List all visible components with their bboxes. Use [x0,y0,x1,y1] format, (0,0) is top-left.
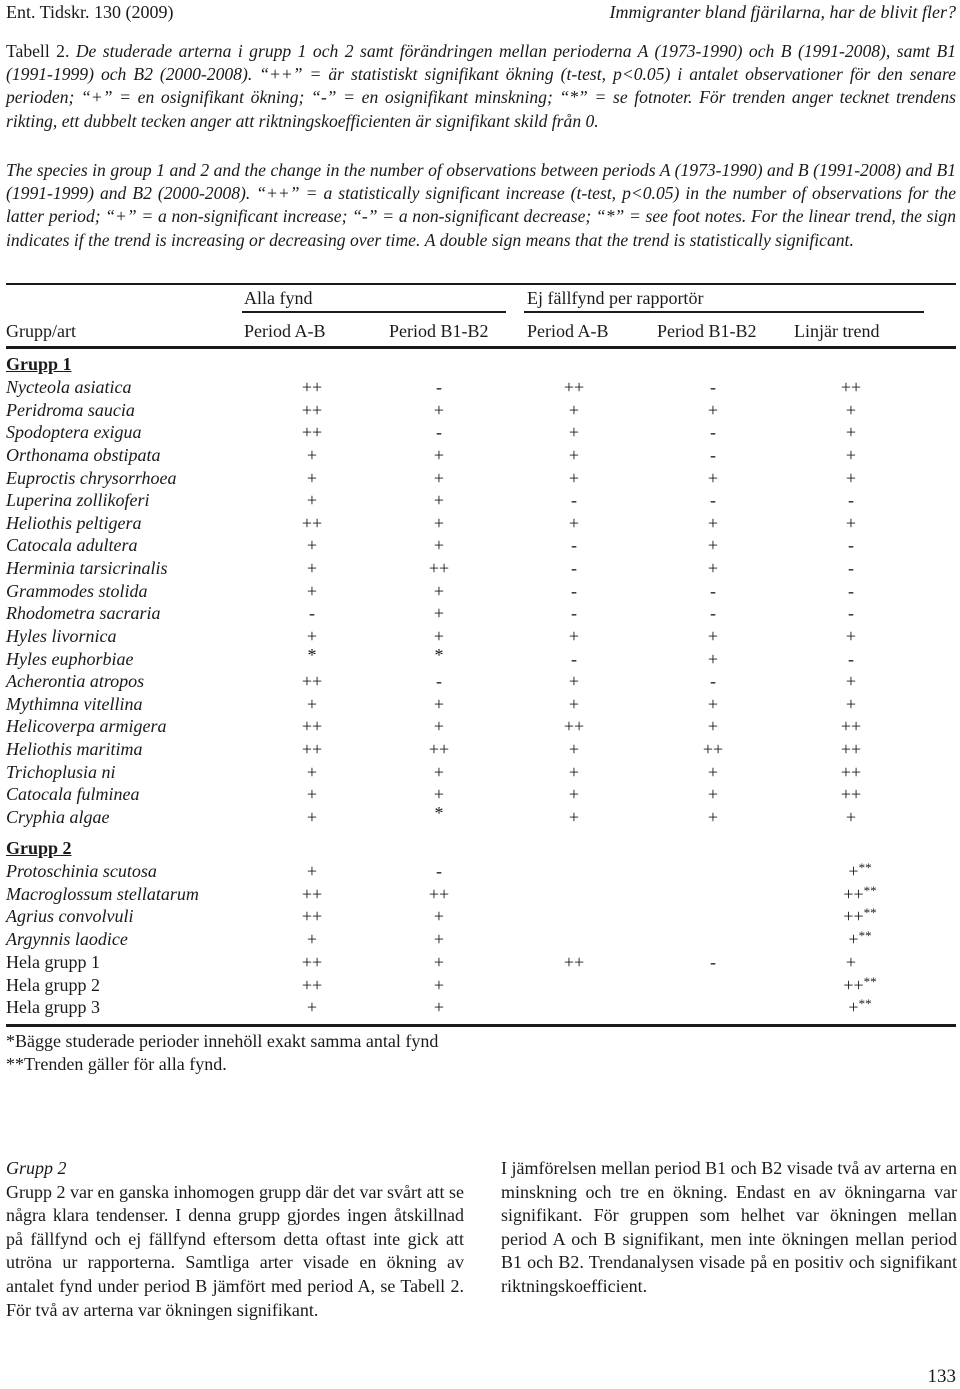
cell-ej-period-ab: + [568,784,580,805]
cell-linear-trend: ++ [840,739,862,760]
species-name: Rhodometra sacraria [6,603,161,624]
cell-ej-period-b1b2: + [707,467,719,488]
cell-all-period-b1b2: + [433,490,445,511]
cell-ej-period-ab: - [571,580,577,601]
cell-linear-trend: - [848,603,854,624]
cell-all-period-b1b2: + [433,580,445,601]
cell-all-period-ab: * [307,644,317,665]
cell-linear-trend: + [845,399,857,420]
species-name: Hela grupp 2 [6,974,100,995]
body-paragraph-left: Grupp 2 var en ganska inhomogen grupp där det var svårt att se några klara tendenser. I denna grupp gjordes ingen åtskillnad på fällfynd och ej fällfynd eftersom detta oftast inte gick att utröna ur rapporterna. Samtliga arter visade en ökning av antalet fynd under period B jämfört med period A, se Tabell 2. För två av arterna var ökningen signifikant. [6,1181,464,1320]
species-name: Peridroma saucia [6,399,135,420]
table-bottom-rule [6,1024,956,1027]
cell-all-period-ab: ++ [301,377,323,397]
species-name: Herminia tarsicrinalis [6,558,168,579]
cell-linear-trend: ++** [843,882,877,904]
cell-linear-trend: ++ [840,761,862,782]
group-header-all-finds: Alla fynd [244,288,313,308]
cell-ej-period-b1b2: - [710,422,716,443]
cell-ej-period-b1b2: - [710,377,716,397]
species-name: Luperina zollikoferi [6,490,150,511]
group-header-rule-non-trap [524,311,924,313]
cell-all-period-ab: ++ [301,716,323,737]
cell-all-period-b1b2: + [433,716,445,737]
cell-linear-trend: + [845,625,857,646]
cell-all-period-b1b2: ++ [428,739,450,760]
cell-ej-period-ab: + [568,399,580,420]
cell-linear-trend: - [848,490,854,511]
cell-linear-trend: ++ [840,377,862,397]
cell-all-period-b1b2: + [433,535,445,556]
cell-linear-trend: - [848,558,854,579]
species-name: Hela grupp 3 [6,997,100,1018]
cell-ej-period-ab: ++ [563,716,585,737]
cell-ej-period-ab: - [571,535,577,556]
cell-ej-period-ab: + [568,671,580,692]
cell-all-period-b1b2: - [436,422,442,443]
cell-all-period-ab: ++ [301,422,323,443]
cell-all-period-b1b2: - [436,861,442,881]
footnote-marker: ** [863,973,877,989]
cell-all-period-ab: ++ [301,399,323,420]
species-name: Hyles livornica [6,625,117,646]
cell-ej-period-b1b2: + [707,806,719,827]
species-name: Cryphia algae [6,806,110,827]
cell-all-period-ab: ++ [301,974,323,995]
running-title: Immigranter bland fjärilarna, har de blivit fler? [609,2,956,22]
cell-all-period-b1b2: ++ [428,883,450,904]
cell-ej-period-ab: + [568,693,580,714]
journal-citation: Ent. Tidskr. 130 (2009) [6,2,174,22]
cell-ej-period-b1b2: - [710,580,716,601]
cell-all-period-ab: + [306,444,318,465]
cell-all-period-ab: ++ [301,739,323,760]
cell-all-period-b1b2: * [434,802,444,823]
page-number: 133 [927,1366,956,1387]
cell-all-period-b1b2: + [433,906,445,927]
cell-ej-period-b1b2: + [707,558,719,579]
cell-linear-trend: + [845,952,857,972]
cell-all-period-b1b2: + [433,399,445,420]
cell-all-period-b1b2: + [433,693,445,714]
section-heading-group-2: Grupp 2 [6,1158,67,1178]
cell-all-period-ab: + [306,580,318,601]
cell-all-period-ab: + [306,928,318,949]
table-label: Tabell 2. [6,41,70,61]
cell-all-period-b1b2: + [433,974,445,995]
cell-ej-period-ab: - [571,490,577,511]
cell-linear-trend: + [845,422,857,443]
species-name: Helicoverpa armigera [6,716,167,737]
cell-ej-period-b1b2: + [707,535,719,556]
body-paragraph-right: I jämförelsen mellan period B1 och B2 visade två av arterna en minskning och tre en ökning. Endast en av ökningarna var signifikant. För gruppen som helhet var ökningen mellan period A och B signifikant, men inte ökningen mellan period B1 och B2. Trendanalysen visade på en positiv och signifikant riktningskoefficient. [501,1158,957,1296]
cell-all-period-b1b2: - [436,377,442,397]
cell-ej-period-b1b2: - [710,952,716,972]
cell-all-period-ab: ++ [301,883,323,904]
cell-all-period-b1b2: + [433,467,445,488]
body-column-left [6,1157,464,1322]
cell-ej-period-b1b2: + [707,648,719,669]
cell-all-period-ab: + [306,693,318,714]
col-header-linear-trend: Linjär trend [794,321,880,341]
footnote-marker: ** [858,996,872,1012]
species-name: Orthonama obstipata [6,444,161,465]
col-header-ej-period-ab: Period A-B [527,321,609,341]
cell-linear-trend: ++** [843,973,877,995]
species-name: Grammodes stolida [6,580,148,601]
cell-all-period-b1b2: * [434,644,444,665]
species-name: Trichoplusia ni [6,761,116,782]
cell-ej-period-b1b2: + [707,512,719,533]
cell-all-period-b1b2: + [433,444,445,465]
footnote-double-star: **Trenden gäller för alla fynd. [6,1054,227,1074]
cell-all-period-ab: + [306,997,318,1018]
cell-ej-period-b1b2: + [707,761,719,782]
cell-linear-trend: ++ [840,716,862,737]
species-name: Acherontia atropos [6,671,145,692]
table-header-rule [6,346,956,349]
footnote-marker: ** [858,927,872,943]
col-header-species: Grupp/art [6,321,76,341]
footnote-marker: ** [858,860,872,875]
species-name: Euproctis chrysorrhoea [6,467,177,488]
cell-ej-period-b1b2: - [710,444,716,465]
table-caption-english [6,159,956,252]
caption-en-text: The species in group 1 and 2 and the change in the number of observations between periods A (1973-1990) and B (1991-2008) and B1 (1991-1999) and B2 (2000-2008). “++” = a statistically significant increase (t-test, p<0.05) in the number of observations for the latter period; “+” = a non-significant increase; “-” = a non-significant decrease; “*” = see foot notes. [6,160,956,227]
cell-ej-period-ab: ++ [563,952,585,972]
cell-ej-period-b1b2: + [707,693,719,714]
cell-all-period-b1b2: ++ [428,558,450,579]
running-header [6,2,956,26]
cell-ej-period-b1b2: - [710,490,716,511]
footnote-single-star: *Bägge studerade perioder innehöll exakt samma antal fynd [6,1031,439,1051]
species-name: Heliothis peltigera [6,512,142,533]
cell-all-period-ab: + [306,558,318,579]
cell-linear-trend: +** [848,927,872,949]
cell-linear-trend: + [845,671,857,692]
cell-ej-period-ab: + [568,806,580,827]
cell-all-period-ab: ++ [301,906,323,927]
group-header-non-trap-finds: Ej fällfynd per rapportör [527,288,704,308]
cell-linear-trend: + [845,693,857,714]
cell-ej-period-ab: + [568,625,580,646]
cell-ej-period-ab: - [571,603,577,624]
species-name: Protoschinia scutosa [6,861,157,881]
col-header-all-period-ab: Period A-B [244,321,326,341]
cell-linear-trend: + [845,467,857,488]
cell-all-period-ab: + [306,625,318,646]
cell-all-period-b1b2: + [433,784,445,805]
cell-all-period-b1b2: + [433,928,445,949]
cell-all-period-ab: + [306,467,318,488]
caption-en-trend-2: A double sign means that the trend is statistically significant. [424,229,854,250]
species-name: Argynnis laodice [6,928,128,949]
col-header-all-period-b1b2: Period B1-B2 [389,321,489,341]
cell-linear-trend: + [845,444,857,465]
cell-ej-period-b1b2: + [707,784,719,805]
cell-ej-period-ab: - [571,558,577,579]
caption-en-trend-1: For the linear trend, the sign indicates if the trend is increasing or decreasing over time. [6,206,956,250]
species-name: Macroglossum stellatarum [6,883,199,904]
cell-ej-period-b1b2: + [707,716,719,737]
cell-ej-period-b1b2: - [710,671,716,692]
species-name: Heliothis maritima [6,739,143,760]
body-column-right [501,1157,957,1299]
species-name: Mythimna vitellina [6,693,143,714]
table-caption-swedish [6,40,956,133]
cell-ej-period-ab: ++ [563,377,585,397]
cell-all-period-b1b2: + [433,512,445,533]
species-name: Agrius convolvuli [6,906,134,927]
footnote-marker: ** [863,905,877,921]
cell-linear-trend: - [848,580,854,601]
cell-all-period-ab: + [306,761,318,782]
cell-linear-trend: ++ [840,784,862,805]
species-name: Hyles euphorbiae [6,648,134,669]
species-name: Nycteola asiatica [6,377,132,397]
cell-all-period-ab: + [306,535,318,556]
cell-all-period-ab: + [306,490,318,511]
cell-all-period-b1b2: + [433,625,445,646]
cell-all-period-ab: ++ [301,952,323,972]
cell-ej-period-ab: + [568,422,580,443]
cell-linear-trend: - [848,648,854,669]
cell-ej-period-b1b2: + [707,625,719,646]
cell-ej-period-ab: + [568,444,580,465]
cell-all-period-ab: + [306,806,318,827]
cell-all-period-ab: ++ [301,512,323,533]
cell-linear-trend: + [845,806,857,827]
species-name: Catocala adultera [6,535,138,556]
cell-linear-trend: + [845,512,857,533]
species-name: Hela grupp 1 [6,952,100,972]
cell-all-period-b1b2: - [436,671,442,692]
cell-ej-period-ab: + [568,761,580,782]
cell-linear-trend: +** [848,996,872,1018]
cell-ej-period-ab: + [568,467,580,488]
cell-all-period-b1b2: + [433,952,445,972]
col-header-ej-period-b1b2: Period B1-B2 [657,321,757,341]
group-1-heading: Grupp 1 [6,354,72,374]
cell-all-period-ab: + [306,784,318,805]
cell-linear-trend: ++** [843,905,877,927]
cell-all-period-b1b2: + [433,603,445,624]
cell-ej-period-ab: + [568,739,580,760]
cell-linear-trend: +** [848,860,872,881]
cell-ej-period-b1b2: ++ [702,739,724,760]
cell-ej-period-b1b2: - [710,603,716,624]
table-top-rule [6,283,956,285]
cell-ej-period-ab: + [568,512,580,533]
cell-all-period-ab: ++ [301,671,323,692]
caption-sv-text: De studerade arterna i grupp 1 och 2 samt förändringen mellan perioderna A (1973-1990) och B (1991-2008), samt B1 (1991-1999) och B2 (2000-2008). “++” = är statistiskt signifikant ökning (t-test, p<0.05) i antalet observationer för den senare perioden; “+” = en osignifikant ökning; “-” = en osignifikant minskning; “*” = se fotnoter. [6,41,956,108]
cell-all-period-ab: + [306,861,318,881]
cell-all-period-b1b2: + [433,761,445,782]
cell-all-period-ab: - [309,603,315,624]
cell-all-period-b1b2: + [433,997,445,1018]
species-name: Catocala fulminea [6,784,140,805]
cell-ej-period-b1b2: + [707,399,719,420]
cell-ej-period-ab: - [571,648,577,669]
group-2-heading: Grupp 2 [6,838,72,858]
cell-linear-trend: - [848,535,854,556]
footnote-marker: ** [863,882,877,898]
caption-sv-trend: För trenden anger tecknet trendens rikting, ett dubbelt tecken anger att riktningskoefficienten är signifikant skild från 0. [6,87,956,131]
species-name: Spodoptera exigua [6,422,142,443]
group-header-rule-all [242,311,506,313]
